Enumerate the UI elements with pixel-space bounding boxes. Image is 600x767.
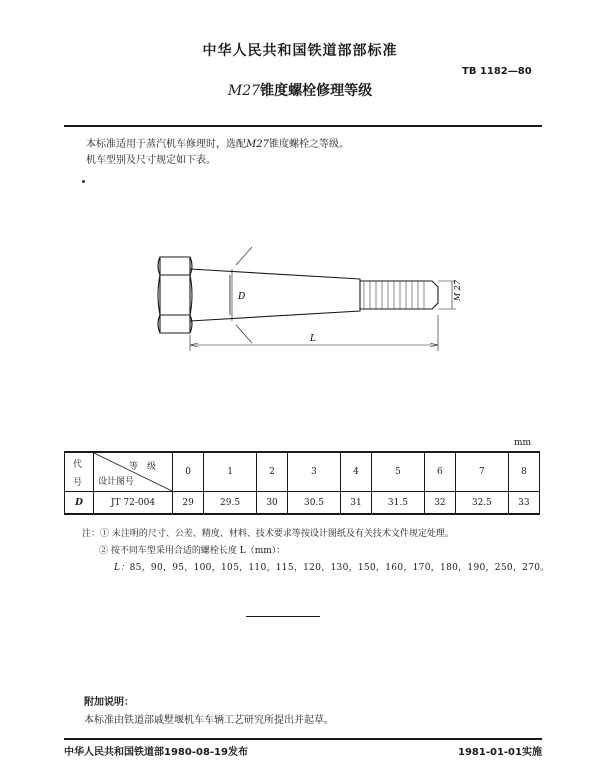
scan-dot bbox=[82, 180, 85, 183]
document-title bbox=[0, 80, 600, 100]
intro-line-1 bbox=[86, 136, 349, 153]
row-value: 30 bbox=[256, 492, 287, 515]
row-value: 29 bbox=[173, 492, 204, 515]
grade-header: 5 bbox=[372, 452, 425, 492]
row-code: D bbox=[65, 492, 94, 515]
note-1: ① 未注明的尺寸、公差、精度、材料、技术要求等按设计图纸及有关技术文件规定处理。 bbox=[100, 529, 454, 539]
row-drawing-number: JT 72-004 bbox=[94, 492, 173, 515]
bolt-head bbox=[160, 257, 190, 333]
table-header-row bbox=[65, 452, 540, 492]
row-value: 30.5 bbox=[288, 492, 341, 515]
intro-thread-spec: M27 bbox=[246, 139, 269, 150]
corner-bottom-right: 设计图号 bbox=[98, 477, 135, 487]
row-value: 32 bbox=[424, 492, 455, 515]
grade-header: 4 bbox=[340, 452, 371, 492]
additional-heading: 附加说明： bbox=[84, 697, 134, 708]
note-2: ② 按不同车型采用合适的螺栓长度 L（mm）： bbox=[99, 546, 286, 556]
additional-text: 本标准由铁道部戚墅堰机车车辆工艺研究所提出并起草。 bbox=[84, 715, 334, 726]
grade-header: 1 bbox=[204, 452, 257, 492]
notes-lengths bbox=[114, 559, 550, 577]
end-rule bbox=[246, 616, 320, 617]
label-l: L bbox=[310, 334, 316, 344]
row-value: 33 bbox=[508, 492, 539, 515]
corner-top-right: 等 级 bbox=[128, 462, 156, 472]
lengths-label: L： bbox=[114, 563, 130, 573]
title-text: 锥度螺栓修理等级 bbox=[260, 83, 373, 99]
row-value: 29.5 bbox=[204, 492, 257, 515]
notes-line-1 bbox=[82, 525, 454, 543]
tapered-shank bbox=[190, 269, 360, 321]
intro-line-1-end: 锥度螺栓之等级。 bbox=[268, 139, 349, 150]
title-thread-spec: M27 bbox=[227, 83, 261, 99]
bolt-drawing bbox=[120, 235, 480, 360]
grade-header: 7 bbox=[456, 452, 509, 492]
grade-header: 3 bbox=[288, 452, 341, 492]
notes-prefix: 注： bbox=[82, 529, 101, 539]
lengths-list: 85，90，95，100，105，110，115，120，130，150，160，170，180，190，250，270。 bbox=[129, 563, 550, 573]
title-divider bbox=[64, 125, 542, 127]
corner-diagonal-cell bbox=[94, 452, 173, 492]
effective-date: 1981-01-01实施 bbox=[458, 747, 542, 758]
corner-top-left: 代 bbox=[73, 460, 83, 470]
corner-bottom-left: 号 bbox=[73, 478, 83, 488]
row-value: 32.5 bbox=[456, 492, 509, 515]
grade-table bbox=[64, 451, 540, 515]
row-value: 31 bbox=[340, 492, 371, 515]
table-row bbox=[65, 492, 540, 515]
intro-line-1-text: 本标准适用于蒸汽机车修理时，选配 bbox=[86, 139, 246, 150]
label-d: D bbox=[238, 292, 246, 302]
label-m27: M 27 bbox=[453, 280, 462, 301]
row-value: 31.5 bbox=[372, 492, 425, 515]
unit-label: mm bbox=[514, 438, 532, 448]
threaded-end bbox=[360, 281, 438, 309]
organization-heading: 中华人民共和国铁道部部标准 bbox=[202, 43, 398, 59]
intro-paragraph bbox=[86, 136, 349, 153]
publish-date: 中华人民共和国铁道部1980-08-19发布 bbox=[64, 747, 248, 758]
intro-line-2: 机车型别及尺寸规定如下表。 bbox=[86, 155, 216, 166]
grade-header: 2 bbox=[256, 452, 287, 492]
corner-code-cell bbox=[65, 452, 94, 492]
grade-header: 0 bbox=[173, 452, 204, 492]
footer-divider bbox=[64, 738, 542, 740]
grade-header: 6 bbox=[424, 452, 455, 492]
grade-header: 8 bbox=[508, 452, 539, 492]
standard-number: TB 1182—80 bbox=[462, 66, 532, 77]
